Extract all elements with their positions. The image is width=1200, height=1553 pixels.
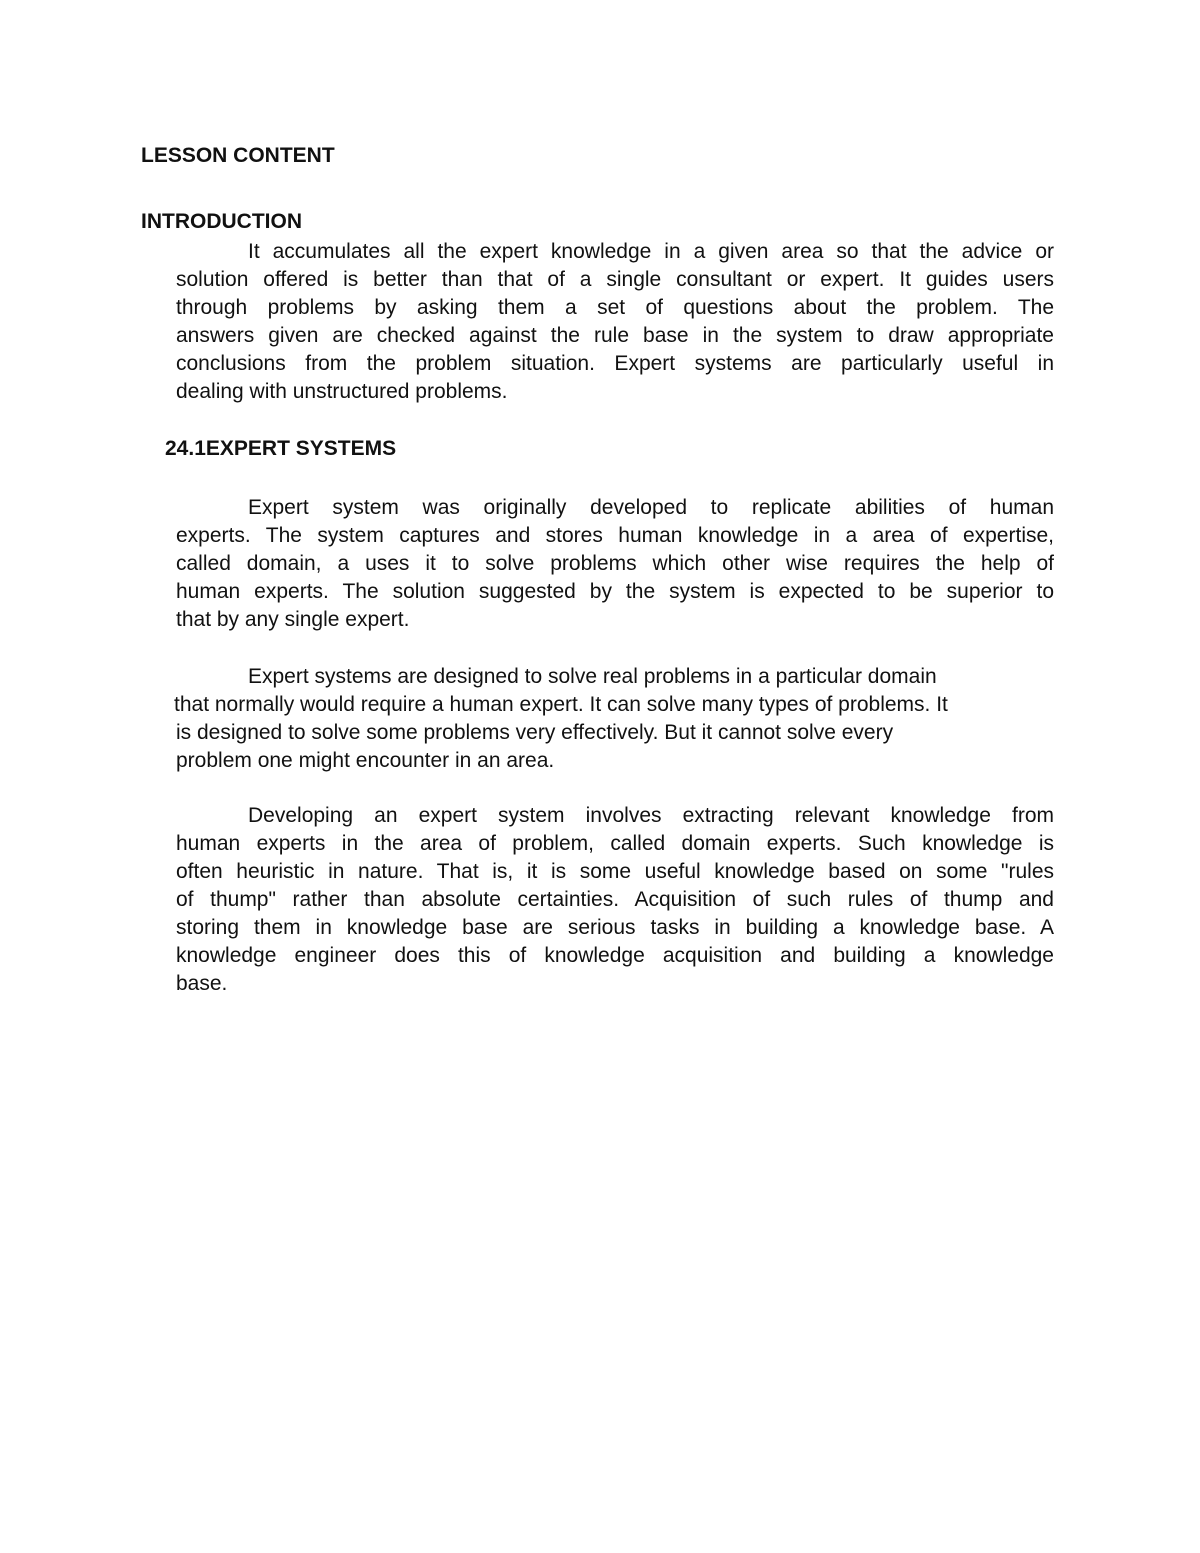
paragraph-line: human experts in the area of problem, called domain experts. Such knowledge is — [176, 832, 1054, 855]
expert-system-paragraph-2 — [176, 663, 1054, 775]
paragraph-line: human experts. The solution suggested by the system is expected to be superior to — [176, 580, 1054, 603]
section-heading-expert-systems: 24.1EXPERT SYSTEMS — [165, 437, 397, 460]
paragraph-line: conclusions from the problem situation. Expert systems are particularly useful in — [176, 352, 1054, 375]
paragraph-line: dealing with unstructured problems. — [176, 380, 508, 403]
paragraph-line: experts. The system captures and stores human knowledge in a area of expertise, — [176, 524, 1054, 547]
paragraph-line: Developing an expert system involves extracting relevant knowledge from — [248, 804, 1054, 827]
paragraph-line: of thump" rather than absolute certainties. Acquisition of such rules of thump and — [176, 888, 1054, 911]
paragraph-line: base. — [176, 972, 228, 995]
expert-system-paragraph-1 — [176, 494, 1054, 634]
introduction-paragraph — [176, 238, 1054, 406]
paragraph-line: Expert system was originally developed to replicate abilities of human — [248, 496, 1054, 519]
paragraph-line: answers given are checked against the rule base in the system to draw appropriate — [176, 324, 1054, 347]
paragraph-line: that normally would require a human expert. It can solve many types of problems. It — [174, 693, 948, 716]
expert-system-paragraph-3 — [176, 802, 1054, 998]
paragraph-line: that by any single expert. — [176, 608, 410, 631]
introduction-heading: INTRODUCTION — [141, 210, 302, 233]
paragraph-line: problem one might encounter in an area. — [176, 749, 555, 772]
paragraph-line: through problems by asking them a set of questions about the problem. The — [176, 296, 1054, 319]
paragraph-line: is designed to solve some problems very effectively. But it cannot solve every — [176, 721, 894, 744]
paragraph-line: It accumulates all the expert knowledge in a given area so that the advice or — [248, 240, 1054, 263]
paragraph-line: often heuristic in nature. That is, it is some useful knowledge based on some "rules — [176, 860, 1054, 883]
paragraph-line: knowledge engineer does this of knowledge acquisition and building a knowledge — [176, 944, 1054, 967]
paragraph-line: storing them in knowledge base are serious tasks in building a knowledge base. A — [176, 916, 1054, 939]
lesson-content-heading: LESSON CONTENT — [141, 144, 335, 167]
paragraph-line: solution offered is better than that of a single consultant or expert. It guides users — [176, 268, 1054, 291]
paragraph-line: Expert systems are designed to solve real problems in a particular domain — [248, 665, 937, 688]
paragraph-line: called domain, a uses it to solve problems which other wise requires the help of — [176, 552, 1054, 575]
